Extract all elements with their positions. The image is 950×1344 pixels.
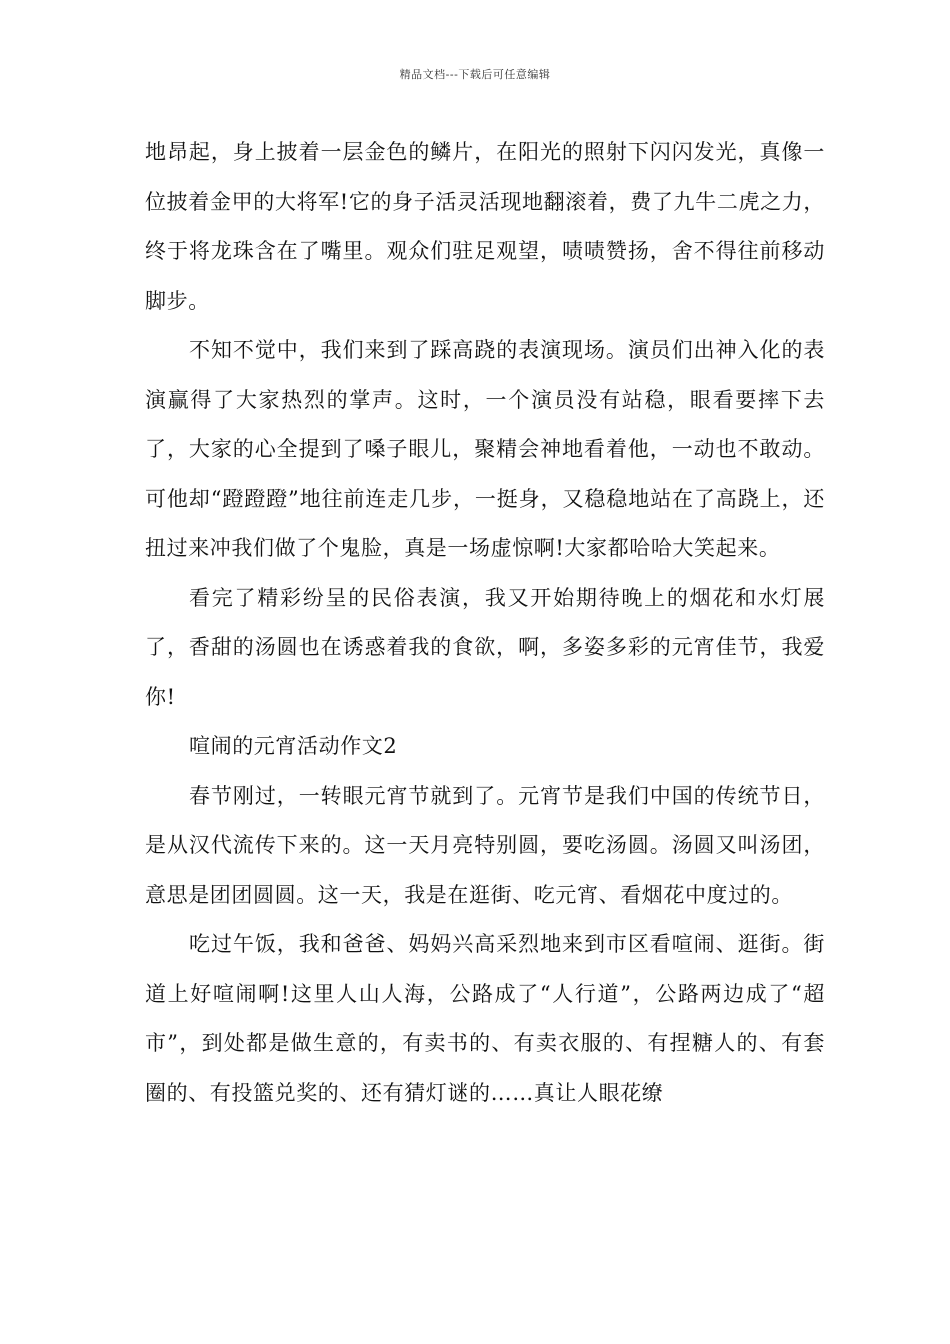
paragraph-continuation: 地昂起，身上披着一层金色的鳞片，在阳光的照射下闪闪发光，真像一位披着金甲的大将军!它的身子活灵活现地翻滚着，费了九牛二虎之力，终于将龙珠含在了嘴里。观众们驻足观望，啧啧赞扬，舍不得往前移动脚步。 [145,140,825,313]
page-header: 精品文档---下载后可任意编辑 [399,68,551,81]
paragraph-conclusion: 看完了精彩纷呈的民俗表演，我又开始期待晚上的烟花和水灯展了，香甜的汤圆也在诱惑着我的食欲，啊，多姿多彩的元宵佳节，我爱你! [145,585,825,709]
essay-title: 喧闹的元宵活动作文2 [189,734,398,758]
paragraph-intro: 春节刚过，一转眼元宵节就到了。元宵节是我们中国的传统节日，是从汉代流传下来的。这一天月亮特别圆，要吃汤圆。汤圆又叫汤团，意思是团团圆圆。这一天，我是在逛街、吃元宵、看烟花中度过的。 [145,783,825,907]
document-body [145,128,825,1118]
paragraph-street: 吃过午饭，我和爸爸、妈妈兴高采烈地来到市区看喧闹、逛街。街道上好喧闹啊!这里人山人海，公路成了“人行道”，公路两边成了“超市”，到处都是做生意的，有卖书的、有卖衣服的、有捏糖人的、有套圈的、有投篮兑奖的、还有猜灯谜的……真让人眼花缭 [145,932,825,1105]
paragraph-stilts: 不知不觉中，我们来到了踩高跷的表演现场。演员们出神入化的表演赢得了大家热烈的掌声。这时，一个演员没有站稳，眼看要摔下去了，大家的心全提到了嗓子眼儿，聚精会神地看着他，一动也不敢动。可他却“蹬蹬蹬”地往前连走几步，一挺身，又稳稳地站在了高跷上，还扭过来冲我们做了个鬼脸，真是一场虚惊啊!大家都哈哈大笑起来。 [145,338,825,560]
